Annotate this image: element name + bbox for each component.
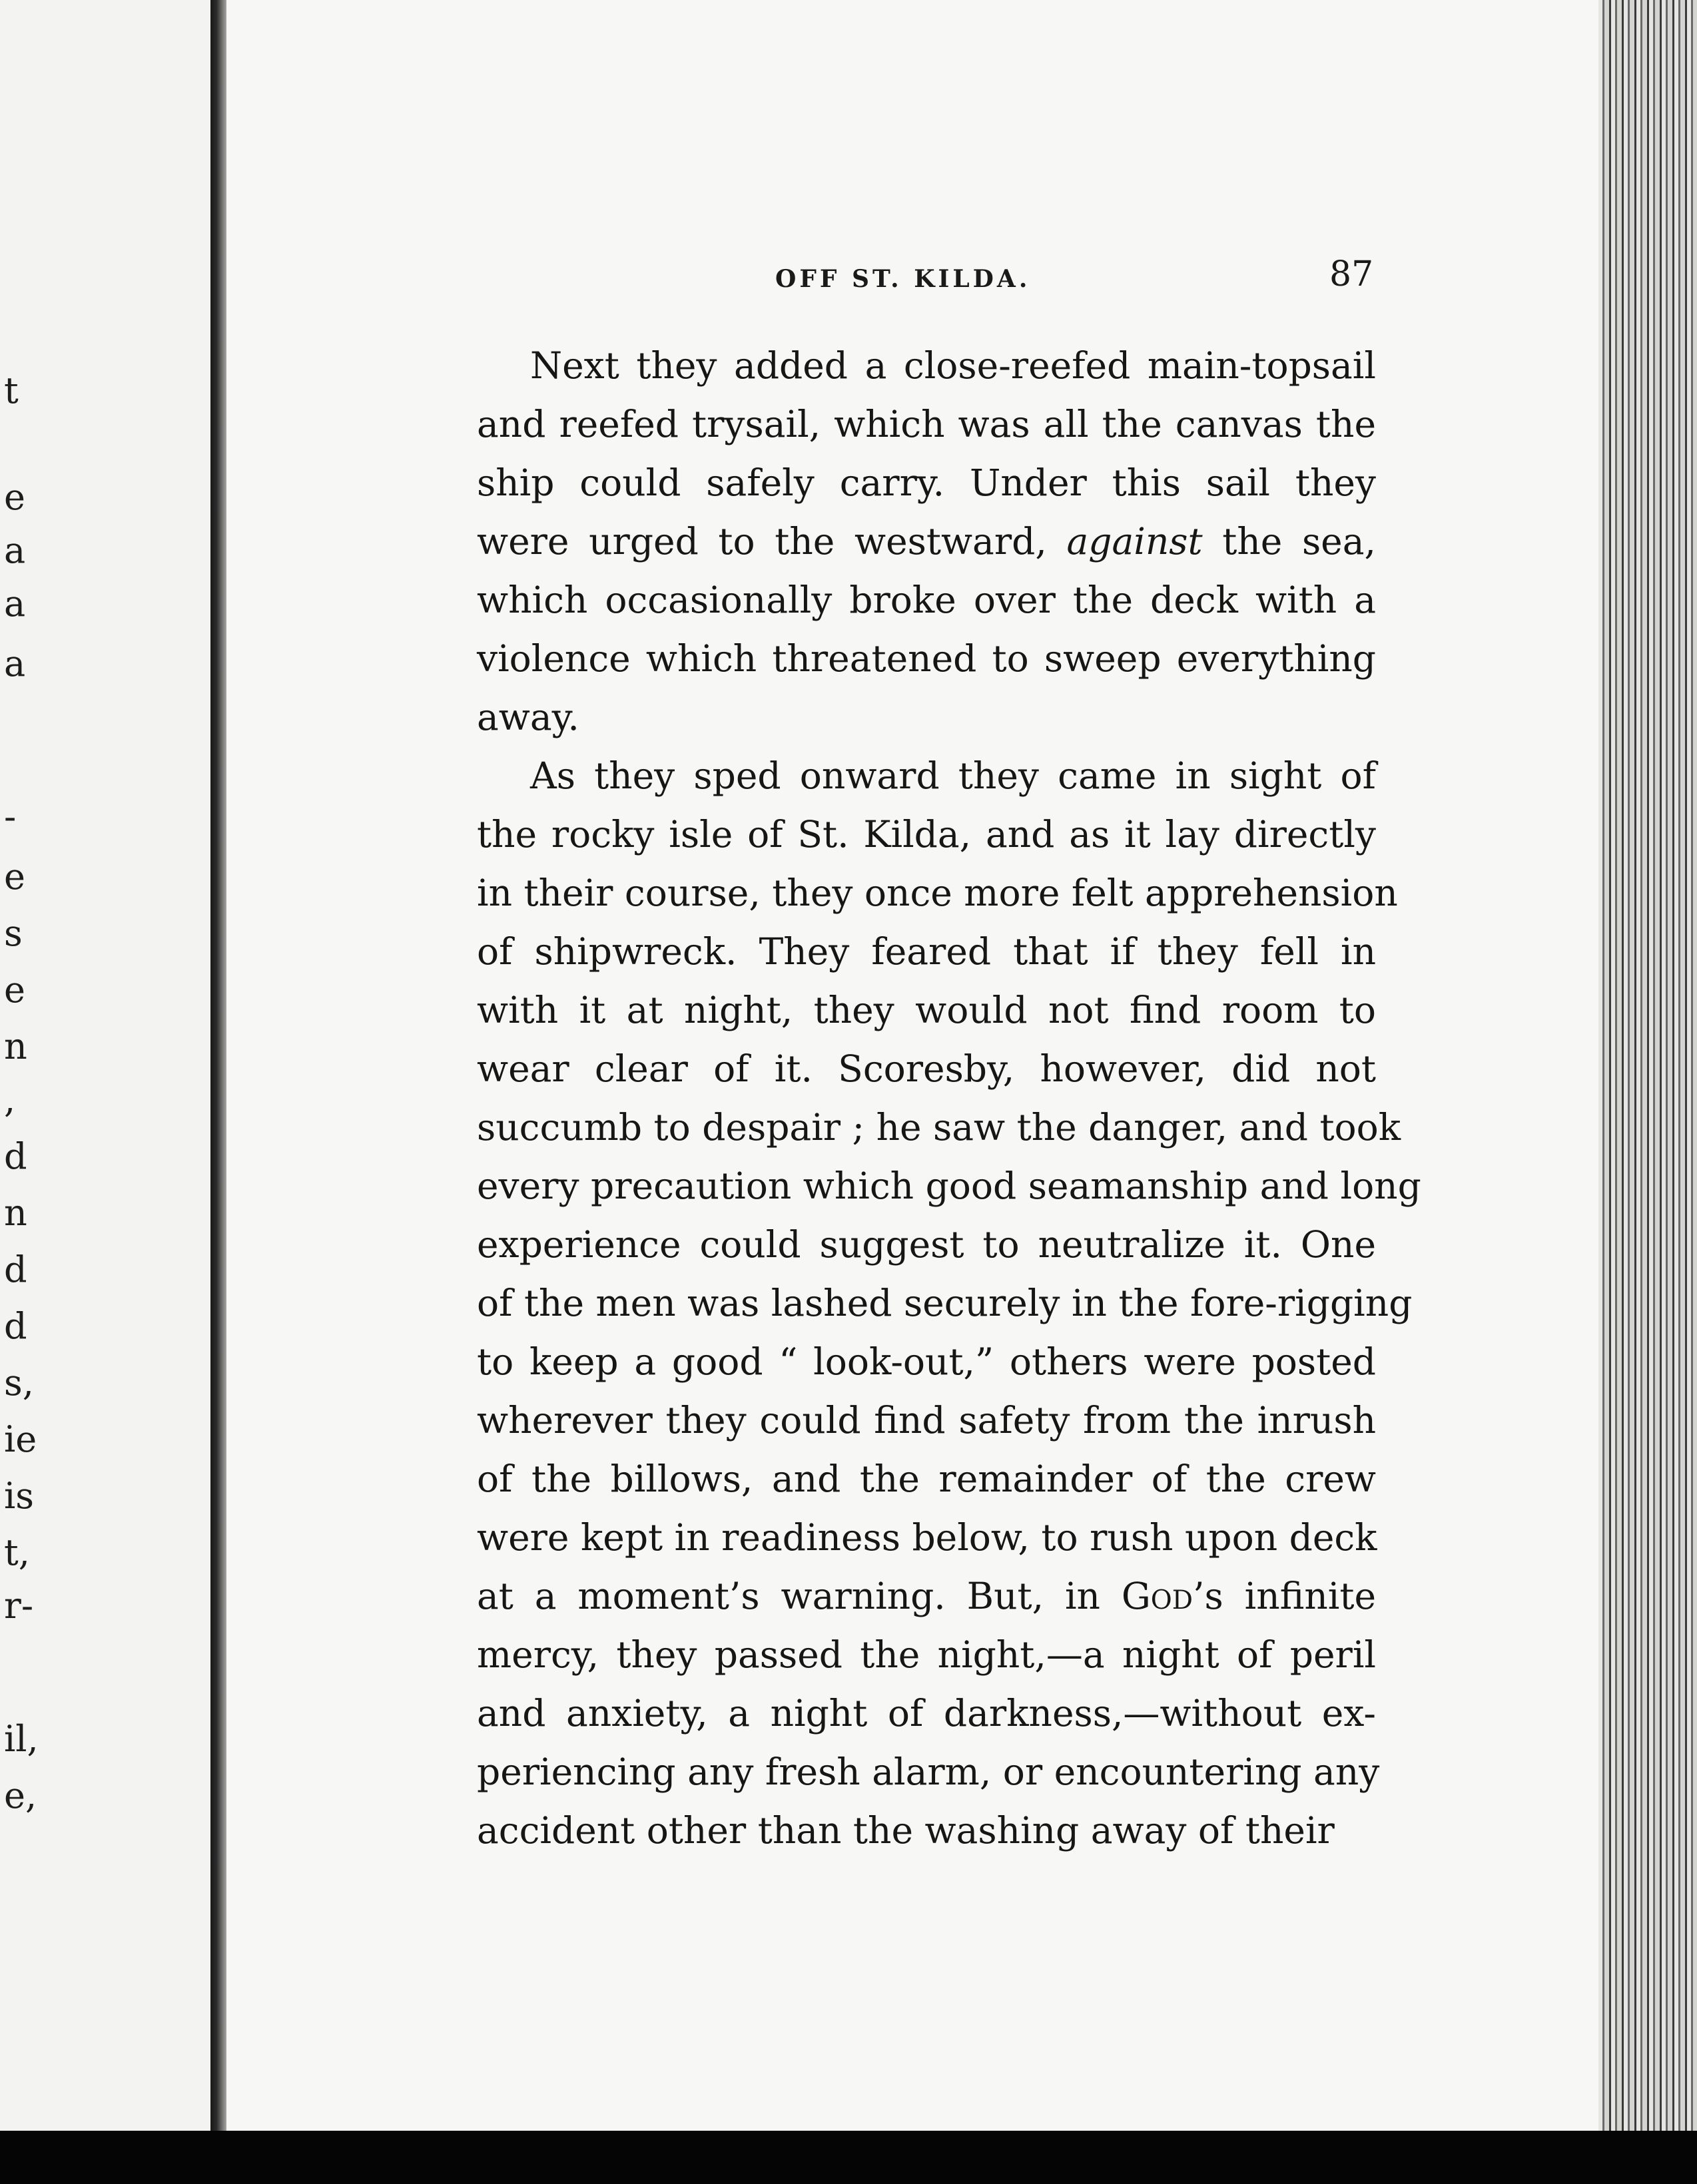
text-line: to keep a good “ look-out,” others were posted xyxy=(477,1340,1376,1383)
text-line: away. xyxy=(477,696,579,738)
text-line: mercy, they passed the night,—a night of peril xyxy=(477,1633,1376,1676)
previous-page-text-fragments xyxy=(0,0,40,2131)
previous-page-fragment: is xyxy=(4,1475,34,1517)
previous-page-fragment: il, xyxy=(4,1718,39,1760)
previous-page-fragment: a xyxy=(4,529,26,571)
text-line: in their course, they once more felt apprehension xyxy=(477,872,1398,914)
text-line: every precaution which good seamanship and long xyxy=(477,1165,1421,1207)
text-line: violence which threatened to sweep everything xyxy=(477,637,1376,680)
text-line: which occasionally broke over the deck with a xyxy=(477,579,1376,621)
text-line: As they sped onward they came in sight of xyxy=(530,754,1376,797)
text-line: the rocky isle of St. Kilda, and as it lay directly xyxy=(477,813,1376,856)
text-line: periencing any fresh alarm, or encountering any xyxy=(477,1751,1380,1793)
running-head: OFF ST. KILDA. xyxy=(775,265,1031,293)
page-body xyxy=(424,336,1421,1860)
text-line: ship could safely carry. Under this sail they xyxy=(477,461,1376,504)
previous-page-fragment: e, xyxy=(4,1774,37,1816)
text-line: Next they added a close-reefed main-topsail xyxy=(530,344,1376,387)
previous-page-fragment: t xyxy=(4,370,19,411)
text-line: with it at night, they would not find room to xyxy=(477,989,1376,1031)
small-caps-word: God xyxy=(1121,1575,1193,1617)
previous-page-fragment: t, xyxy=(4,1531,30,1573)
text-line: and anxiety, a night of darkness,—without ex- xyxy=(477,1692,1376,1735)
page-number: 87 xyxy=(1329,254,1374,294)
previous-page-fragment: d xyxy=(4,1248,27,1290)
text-line: accident other than the washing away of their xyxy=(477,1809,1335,1852)
paragraph xyxy=(424,336,1376,746)
previous-page-fragment: - xyxy=(4,796,17,838)
previous-page-fragment: , xyxy=(4,1079,16,1121)
previous-page-edge xyxy=(0,0,216,2131)
previous-page-fragment: ie xyxy=(4,1418,37,1460)
previous-page-fragment: a xyxy=(4,643,26,684)
previous-page-fragment: s, xyxy=(4,1362,34,1404)
previous-page-fragment: n xyxy=(4,1192,27,1234)
paragraph xyxy=(424,746,1421,1860)
previous-page-fragment: d xyxy=(4,1305,27,1347)
previous-page-fragment: e xyxy=(4,969,25,1011)
text-line: at a moment’s warning. But, in God’s infinite xyxy=(477,1575,1376,1617)
text-line: of the men was lashed securely in the fore-rigging xyxy=(477,1282,1413,1324)
text-line: were kept in readiness below, to rush upon deck xyxy=(477,1516,1377,1559)
previous-page-fragment: e xyxy=(4,476,25,518)
following-pages-edges xyxy=(1598,0,1697,2131)
text-line: succumb to despair ; he saw the danger, and took xyxy=(477,1106,1401,1149)
text-line: were urged to the westward, against the sea, xyxy=(477,520,1376,563)
emphasis: against xyxy=(1066,520,1203,563)
previous-page-fragment: r- xyxy=(4,1585,34,1627)
scan-bottom-border xyxy=(0,2131,1697,2184)
previous-page-fragment: n xyxy=(4,1025,27,1067)
text-line: wear clear of it. Scoresby, however, did not xyxy=(477,1047,1376,1090)
text-line: of the billows, and the remainder of the crew xyxy=(477,1458,1376,1500)
text-line: of shipwreck. They feared that if they fell in xyxy=(477,930,1376,973)
previous-page-fragment: a xyxy=(4,583,26,625)
previous-page-fragment: d xyxy=(4,1135,27,1177)
text-line: and reefed trysail, which was all the canvas the xyxy=(477,403,1376,445)
text-line: wherever they could find safety from the inrush xyxy=(477,1399,1376,1442)
previous-page-fragment: s xyxy=(4,912,23,954)
previous-page-fragment: e xyxy=(4,856,25,898)
text-line: experience could suggest to neutralize it. One xyxy=(477,1223,1376,1266)
